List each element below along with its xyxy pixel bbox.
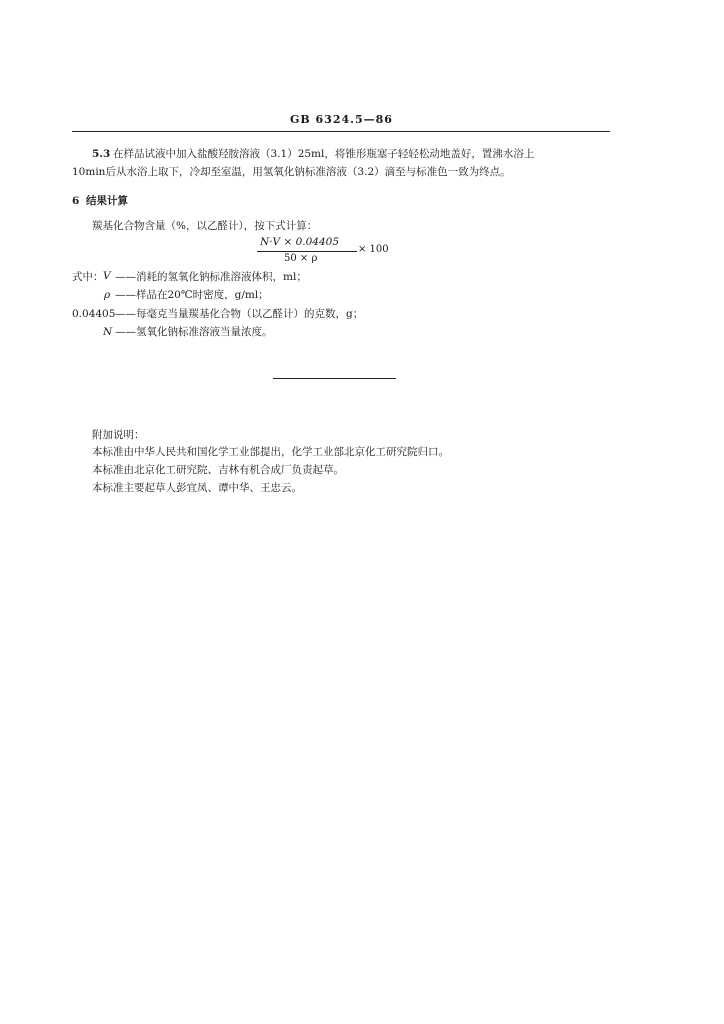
def-symbol-v: V xyxy=(103,270,111,282)
formula-denominator: 50 × ρ xyxy=(284,253,318,264)
section-5-3-line1: 在样品试液中加入盐酸羟胺溶液（3.1）25ml，将锥形瓶塞子轻轻松动地盖好，置沸水浴上 xyxy=(113,148,535,160)
formula-numerator: N·V × 0.04405 xyxy=(260,236,340,248)
section-5-3-line2: 10min后从水浴上取下，冷却至室温，用氢氧化钠标准溶液（3.2）滴至与标准色一致为终点。 xyxy=(72,166,511,178)
notes-line: 本标准主要起草人彭宜凤、谭中华、王忠云。 xyxy=(92,482,302,494)
notes-title: 附加说明： xyxy=(92,429,145,441)
section-6-intro: 羰基化合物含量（%，以乙醛计），按下式计算： xyxy=(92,220,318,232)
formula-fraction-bar xyxy=(257,251,357,252)
def-symbol-n: N xyxy=(103,326,113,338)
def-text-v: ——消耗的氢氧化钠标准溶液体积，ml； xyxy=(115,271,307,283)
standard-code: GB 6324.5—86 xyxy=(290,113,393,126)
def-symbol-factor: 0.04405 xyxy=(72,308,116,320)
where-label: 式中： xyxy=(72,271,104,283)
section-5-3-number: 5.3 xyxy=(92,148,111,160)
notes-line: 本标准由中华人民共和国化学工业部提出，化学工业部北京化工研究院归口。 xyxy=(92,446,449,458)
notes-line: 本标准由北京化工研究院、吉林有机合成厂负责起草。 xyxy=(92,464,344,476)
header-rule xyxy=(72,131,610,132)
def-text-rho: ——样品在20℃时密度，g/ml； xyxy=(115,289,269,301)
formula-multiplier: × 100 xyxy=(358,244,389,255)
end-separator xyxy=(273,378,396,379)
section-6-title: 结果计算 xyxy=(86,195,128,207)
def-text-factor: ——每毫克当量羰基化合物（以乙醛计）的克数，g； xyxy=(115,308,364,320)
def-symbol-rho: ρ xyxy=(104,289,111,301)
def-text-n: ——氢氧化钠标准溶液当量浓度。 xyxy=(115,326,273,338)
section-6-number: 6 xyxy=(72,195,80,207)
